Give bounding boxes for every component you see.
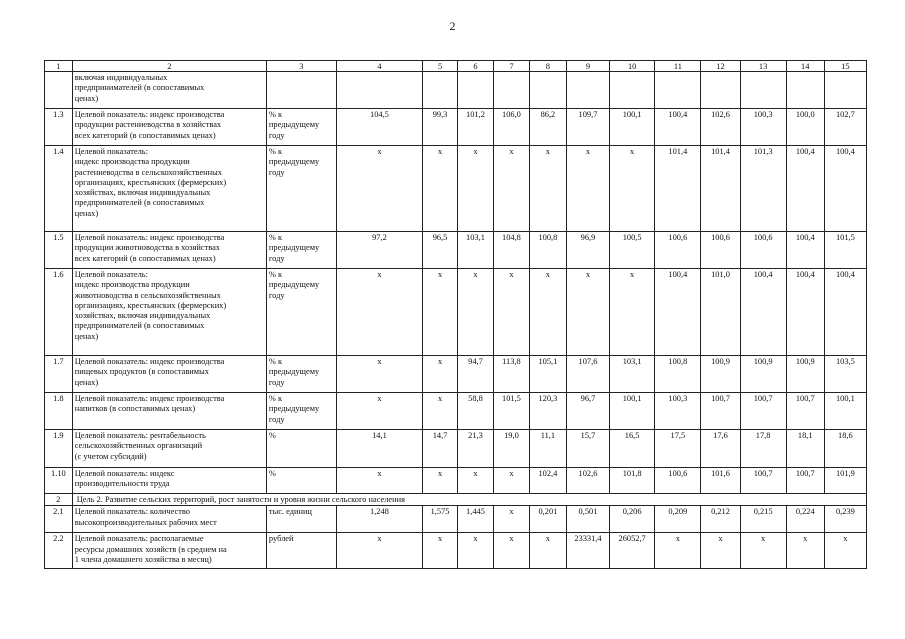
row-unit: % к предыдущему году [266,393,336,430]
value-cell: 100,4 [786,232,824,269]
value-cell: 103,1 [610,356,655,393]
value-cell: х [701,533,740,569]
value-cell: 101,5 [824,232,866,269]
value-cell: 100,1 [610,393,655,430]
value-cell: 0,206 [610,506,655,533]
value-cell: 97,2 [336,232,422,269]
value-cell: 96,9 [566,232,609,269]
value-cell: 100,8 [655,356,701,393]
value-cell: 14,7 [423,430,458,468]
value-cell: 102,6 [566,468,609,494]
header-cell: 6 [458,61,494,72]
value-cell: 100,6 [655,468,701,494]
value-cell: 1,575 [423,506,458,533]
value-cell: 100,3 [740,109,786,146]
value-cell: 100,3 [655,393,701,430]
value-cell: 17,8 [740,430,786,468]
value-cell: 100,4 [740,269,786,356]
value-cell: х [529,269,566,356]
row-label: Целевой показатель: индекс производства пищевых продуктов (в сопоставимых ценах) [72,356,266,393]
table-row [45,393,867,430]
value-cell: 101,8 [610,468,655,494]
value-cell: х [655,533,701,569]
value-cell: 100,4 [655,269,701,356]
value-cell: 101,4 [701,146,740,232]
row-index: 1.5 [45,232,73,269]
value-cell: х [493,269,529,356]
value-cell: х [529,146,566,232]
header-cell: 12 [701,61,740,72]
section-row [45,494,867,506]
value-cell: х [458,146,494,232]
value-cell: 103,1 [458,232,494,269]
value-cell: х [458,468,494,494]
value-cell: х [493,533,529,569]
row-index: 1.7 [45,356,73,393]
value-cell: х [493,468,529,494]
value-cell: 94,7 [458,356,494,393]
value-cell: 11,1 [529,430,566,468]
value-cell: 16,5 [610,430,655,468]
value-cell: х [423,356,458,393]
header-cell: 7 [493,61,529,72]
value-cell: 100,1 [824,393,866,430]
row-unit: % [266,468,336,494]
row-index: 1.9 [45,430,73,468]
value-cell: 17,6 [701,430,740,468]
value-cell: 107,6 [566,356,609,393]
value-cell: 106,0 [493,109,529,146]
value-cell: х [336,393,422,430]
value-cell: 100,7 [740,468,786,494]
value-cell: 0,212 [701,506,740,533]
value-cell: 23331,4 [566,533,609,569]
value-cell: 100,4 [655,109,701,146]
row-label: включая индивидуальных предпринимателей (в сопоставимых ценах) [72,72,266,109]
value-cell: х [423,146,458,232]
header-cell: 4 [336,61,422,72]
value-cell: 100,4 [786,269,824,356]
row-label: Целевой показатель: рентабельность сельскохозяйственных организаций (с учетом субсидий) [72,430,266,468]
row-unit: % к предыдущему году [266,269,336,356]
value-cell: 101,9 [824,468,866,494]
value-cell: 101,5 [493,393,529,430]
value-cell: 105,1 [529,356,566,393]
value-cell: 100,7 [786,468,824,494]
section-index: 2 [45,494,73,506]
header-cell: 9 [566,61,609,72]
value-cell: 100,9 [740,356,786,393]
header-cell: 5 [423,61,458,72]
value-cell: 0,209 [655,506,701,533]
row-index: 2.1 [45,506,73,533]
value-cell: 104,8 [493,232,529,269]
value-cell: 101,2 [458,109,494,146]
value-cell: х [336,356,422,393]
header-cell: 14 [786,61,824,72]
row-index: 1.6 [45,269,73,356]
header-cell: 8 [529,61,566,72]
value-cell: 100,7 [740,393,786,430]
indicator-table [44,60,867,569]
row-index: 2.2 [45,533,73,569]
value-cell: 15,7 [566,430,609,468]
row-label: Целевой показатель: индекс производства напитков (в сопоставимых ценах) [72,393,266,430]
value-cell: 96,7 [566,393,609,430]
value-cell: 100,5 [610,232,655,269]
value-cell: 104,5 [336,109,422,146]
value-cell: 99,3 [423,109,458,146]
value-cell: х [423,269,458,356]
value-cell: х [423,533,458,569]
row-unit: % к предыдущему году [266,109,336,146]
value-cell: 1,248 [336,506,422,533]
table-row [45,430,867,468]
row-label: Целевой показатель: индекс производства продукции животноводства в хозяйствах всех категорий (в сопоставимых ценах) [72,232,266,269]
value-cell: х [566,146,609,232]
header-cell: 11 [655,61,701,72]
value-cell: х [336,269,422,356]
row-label: Целевой показатель: индекс производства продукции растениеводства в хозяйствах всех категорий (в сопоставимых ценах) [72,109,266,146]
table-row [45,232,867,269]
value-cell: 58,8 [458,393,494,430]
value-cell: 100,8 [529,232,566,269]
value-cell: х [824,533,866,569]
value-cell: 96,5 [423,232,458,269]
row-unit: % к предыдущему году [266,232,336,269]
header-cell: 2 [72,61,266,72]
header-cell: 13 [740,61,786,72]
value-cell: 102,7 [824,109,866,146]
row-unit: % к предыдущему году [266,356,336,393]
value-cell: х [336,146,422,232]
value-cell: 0,201 [529,506,566,533]
value-cell: х [493,506,529,533]
value-cell: х [458,533,494,569]
value-cell: 100,4 [824,269,866,356]
value-cell: 101,0 [701,269,740,356]
value-cell: 86,2 [529,109,566,146]
row-label: Целевой показатель: индекс производства продукции животноводства в сельскохозяйственных организациях, крестьянских (фермерских) хозяйствах, включая индивидуальных предпринимателей (в сопоставимых ценах) [72,269,266,356]
table-row [45,506,867,533]
header-cell: 15 [824,61,866,72]
row-index: 1.10 [45,468,73,494]
value-cell: х [786,533,824,569]
continuation-row [45,72,867,109]
row-label: Целевой показатель: располагаемые ресурсы домашних хозяйств (в среднем на 1 члена домашнего хозяйства в месяц) [72,533,266,569]
value-cell: х [336,533,422,569]
value-cell: х [566,269,609,356]
value-cell: 100,4 [786,146,824,232]
value-cell: х [336,468,422,494]
row-index [45,72,73,109]
value-cell: 18,1 [786,430,824,468]
value-cell: 102,6 [701,109,740,146]
value-cell: 17,5 [655,430,701,468]
row-unit: % к предыдущему году [266,146,336,232]
value-cell: 100,7 [701,393,740,430]
row-label: Целевой показатель: количество высокопроизводительных рабочих мест [72,506,266,533]
table-row [45,356,867,393]
value-cell: 100,7 [786,393,824,430]
value-cell: 100,4 [824,146,866,232]
row-label: Целевой показатель: индекс производства продукции растениеводства в сельскохозяйственных организациях, крестьянских (фермерских) хозяйствах, включая индивидуальных предпринимателей (в сопоставимых ценах) [72,146,266,232]
row-unit: % [266,430,336,468]
value-cell: 26052,7 [610,533,655,569]
value-cell: х [610,146,655,232]
row-index: 1.8 [45,393,73,430]
table-row [45,533,867,569]
value-cell: 101,4 [655,146,701,232]
value-cell: 21,3 [458,430,494,468]
value-cell: 100,0 [786,109,824,146]
value-cell: 120,3 [529,393,566,430]
header-cell: 1 [45,61,73,72]
header-row [45,61,867,72]
table-row [45,269,867,356]
value-cell: х [493,146,529,232]
value-cell: 103,5 [824,356,866,393]
value-cell: 101,3 [740,146,786,232]
value-cell: 113,8 [493,356,529,393]
row-index: 1.4 [45,146,73,232]
value-cell: 102,4 [529,468,566,494]
section-title: Цель 2. Развитие сельских территорий, рост занятости и уровня жизни сельского населения [72,494,866,506]
row-label: Целевой показатель: индекс производительности труда [72,468,266,494]
value-cell: 0,501 [566,506,609,533]
value-cell: 19,0 [493,430,529,468]
value-cell: х [423,393,458,430]
value-cell: 100,6 [701,232,740,269]
header-cell: 3 [266,61,336,72]
value-cell: 100,6 [655,232,701,269]
value-cell: 14,1 [336,430,422,468]
value-cell: 18,6 [824,430,866,468]
value-cell: 100,9 [786,356,824,393]
value-cell: 0,224 [786,506,824,533]
value-cell: 100,1 [610,109,655,146]
row-index: 1.3 [45,109,73,146]
value-cell: 0,215 [740,506,786,533]
row-unit: тыс. единиц [266,506,336,533]
value-cell: 101,6 [701,468,740,494]
header-cell: 10 [610,61,655,72]
value-cell: х [529,533,566,569]
table-row [45,468,867,494]
value-cell: х [423,468,458,494]
row-unit: рублей [266,533,336,569]
value-cell: х [740,533,786,569]
table-row [45,109,867,146]
value-cell: 100,6 [740,232,786,269]
value-cell: 1,445 [458,506,494,533]
value-cell: 0,239 [824,506,866,533]
value-cell: 109,7 [566,109,609,146]
value-cell: х [458,269,494,356]
page-number: 2 [449,19,456,33]
value-cell: х [610,269,655,356]
value-cell: 100,9 [701,356,740,393]
table-row [45,146,867,232]
